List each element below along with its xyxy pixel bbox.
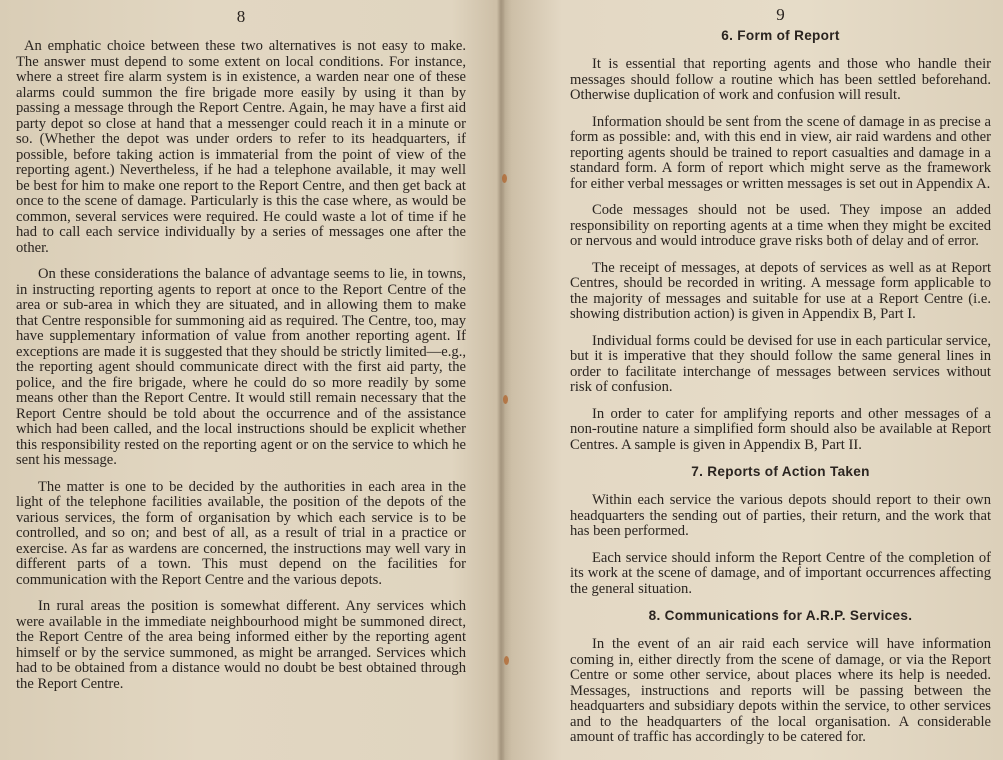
paragraph: Information should be sent from the scene of damage in as precise a form as possible: and, with this end in view, air raid wardens and other reporting agents should be trained to report casualties and damage in a standard form. A form of report which might serve as the framework for either verbal messages or written messages is set out in Appendix A. xyxy=(570,113,991,192)
paragraph: Within each service the various depots should report to their own headquarters the sending out of parties, their return, and the work that has been performed. xyxy=(570,492,991,539)
page-number: 9 xyxy=(776,5,785,24)
paragraph: In the event of an air raid each service will have information coming in, either directly from the scene of damage, or via the Report Centre or some other service, about places where its help is needed. Messages, instructions and reports will be passing between the headquarters and subsidiary depots within the service, to other services and to the headquarters of the local organisation. A considerable amount of traffic has accordingly to be catered for. xyxy=(570,636,991,745)
paragraph: In rural areas the position is somewhat different. Any services which were available in the immediate neighbourhood might be summoned direct, the Report Centre of the area being informed either by the reporting agent himself or by the service summoned, as might be arranged. Services which had to be obtained from a distance would no doubt be best obtained through the Report Centre. xyxy=(16,598,466,692)
paragraph: The matter is one to be decided by the authorities in each area in the light of the telephone facilities available, the position of the depots of the various services, the form of organisation by which each service is to be controlled, and so on; and best of all, as a result of trial in a practice or exercise. As far as wardens are concerned, the instructions may well vary in different parts of a town. This must depend on the facilities for communication with the Report Centre and the various depots. xyxy=(16,478,466,588)
page-number: 8 xyxy=(236,7,246,26)
paragraph: Individual forms could be devised for use in each particular service, but it is imperative that they should follow the same general lines in order to facilitate interchange of messages between services without risk of confusion. xyxy=(570,332,991,395)
right-page xyxy=(500,0,1003,760)
paragraph: Each service should inform the Report Centre of the completion of its work at the scene of damage, and of important occurrences affecting the general situation. xyxy=(570,549,991,597)
section-heading: 7. Reports of Action Taken xyxy=(691,464,870,479)
left-page xyxy=(0,0,500,760)
paragraph: An emphatic choice between these two alternatives is not easy to make. The answer must depend to some extent on local conditions. For instance, where a street fire alarm system is in existence, a warden near one of these alarms could summon the fire brigade more easily by using it than by passing a message through the Report Centre. Again, he may have a first aid party depot so close at hand that a messenger could reach it in a minute or so. (Whether the depot was under orders to refer to its headquarters, if possible, before taking action is immaterial from the point of view of the reporting agent.) Nevertheless, if he had a telephone available, it may well be best for him to make one report to the Report Centre, and then get back at once to the scene of damage. Particularly is this the case where, as would be common, several services were required. He could waste a lot of time if he had to call each service individually by a series of messages one after the other. xyxy=(16,38,466,256)
paragraph: On these considerations the balance of advantage seems to lie, in towns, in instructing reporting agents to report at once to the Report Centre of the area or sub-area in which they are situated, and in allowing them to make that Centre responsible for summoning aid as required. The Centre, too, may have supplementary information of value from another reporting agent. If exceptions are made it is suggested that they should be strictly limited—e.g., the reporting agent should communicate direct with the first aid party, the police, and the fire brigade, where he could do so more readily by some means other than the Report Centre. It would still remain necessary that the Report Centre should be told about the occurrence and of the assistance which had been called, and the local instructions should be explicit whether this responsibility rested on the reporting agent or on the service to which he sent his message. xyxy=(16,266,466,468)
paragraph: Code messages should not be used. They impose an added responsibility on reporting agents at a time when they might be excited or nervous and would introduce grave risks both of delay and of error. xyxy=(570,202,991,249)
paragraph: It is essential that reporting agents and those who handle their messages should follow a routine which has been settled beforehand. Otherwise duplication of work and confusion will result. xyxy=(570,56,991,103)
section-heading: 6. Form of Report xyxy=(721,28,840,43)
paragraph: The receipt of messages, at depots of services as well as at Report Centres, should be recorded in writing. A message form applicable to the majority of messages and suitable for use at a Report Centre (i.e. showing distribution action) is given in Appendix B, Part I. xyxy=(570,259,991,322)
paragraph: In order to cater for amplifying reports and other messages of a non-routine nature a simplified form should also be available at Report Centres. A sample is given in Appendix B, Part II. xyxy=(570,405,991,453)
section-heading: 8. Communications for A.R.P. Services. xyxy=(648,608,913,623)
